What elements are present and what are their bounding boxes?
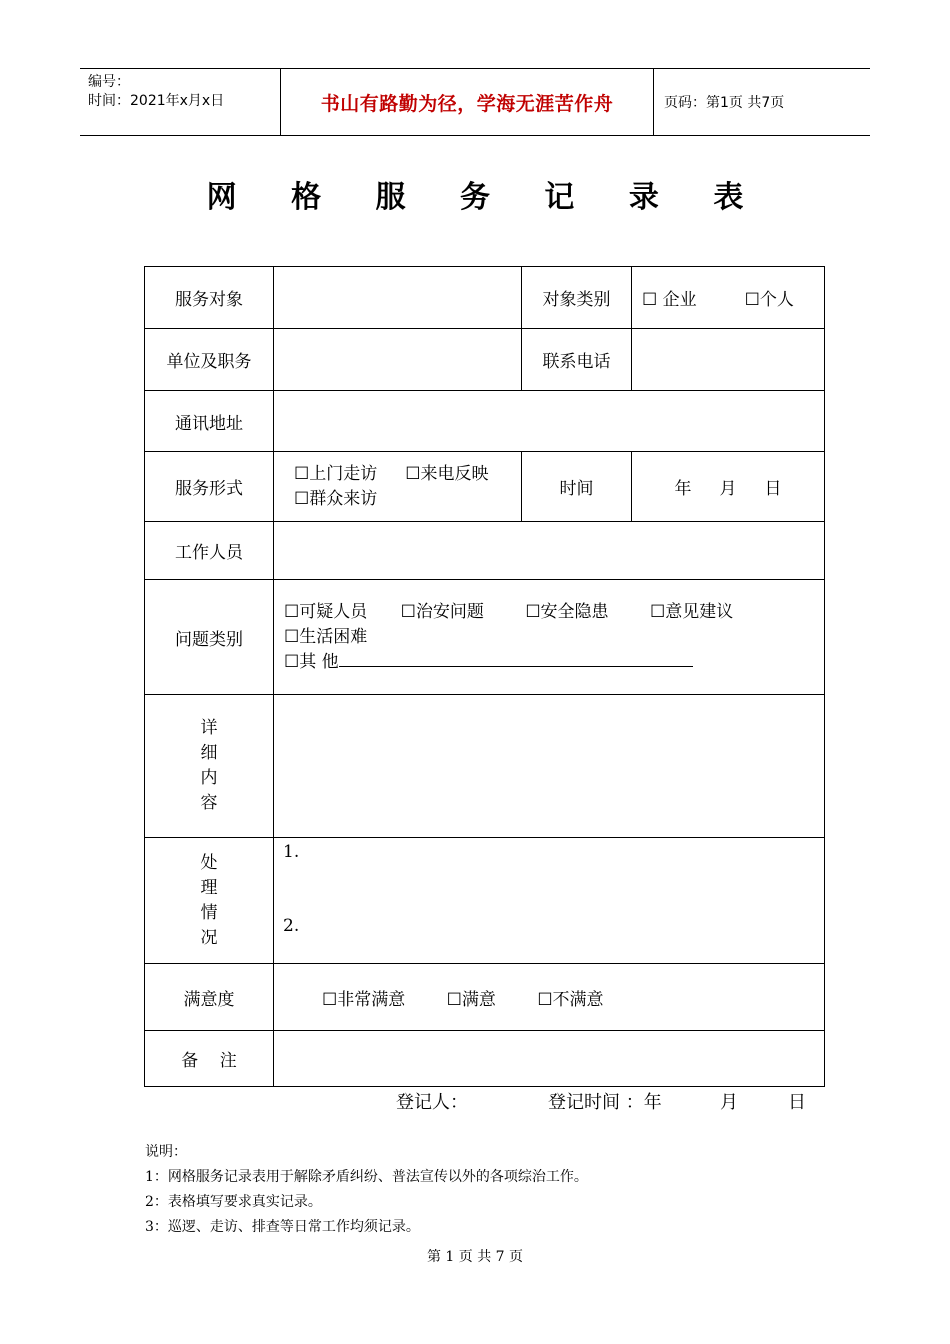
detail-char: 容	[200, 793, 218, 813]
registration-day-label: 日	[788, 1092, 806, 1113]
unit-position-field[interactable]	[274, 329, 522, 391]
checkbox-home-visit[interactable]: ☐上门走访	[294, 463, 378, 484]
problem-type-label: 问题类别	[145, 580, 274, 695]
checkbox-safety-hazard[interactable]: ☐安全隐患	[525, 601, 609, 622]
checkbox-other[interactable]: ☐其 他	[284, 651, 339, 672]
other-input-line[interactable]	[339, 652, 693, 667]
checkbox-very-satisfied[interactable]: ☐非常满意	[322, 989, 406, 1010]
checkbox-enterprise[interactable]: ☐ 企业	[642, 290, 697, 310]
handling-char: 况	[200, 927, 218, 948]
service-record-table	[144, 266, 825, 1087]
month-label: 月	[719, 479, 737, 499]
remarks-field[interactable]	[274, 1031, 825, 1087]
note-item: 2：表格填写要求真实记录。	[145, 1194, 322, 1210]
satisfaction-label: 满意度	[145, 964, 274, 1031]
checkbox-phone-report[interactable]: ☐来电反映	[405, 463, 489, 484]
target-type-label: 对象类别	[522, 267, 632, 329]
handling-field[interactable]	[274, 838, 825, 964]
notes-heading: 说明：	[145, 1144, 187, 1160]
header-meta	[88, 73, 224, 111]
handling-char: 理	[200, 877, 218, 898]
service-target-field[interactable]	[274, 267, 522, 329]
staff-label: 工作人员	[145, 522, 274, 580]
checkbox-satisfied[interactable]: ☐满意	[446, 989, 496, 1010]
handling-char: 情	[200, 902, 218, 923]
handling-label	[145, 851, 273, 951]
phone-field[interactable]	[632, 329, 825, 391]
handling-item-1: 1.	[283, 842, 300, 862]
page-header	[80, 68, 870, 136]
detail-char: 细	[200, 743, 218, 763]
handling-char: 处	[200, 852, 218, 873]
motto: 书山有路勤为径，学海无涯苦作舟	[280, 69, 654, 135]
number-label: 编号：	[88, 74, 130, 90]
address-label: 通讯地址	[145, 391, 274, 452]
note-item: 3：巡逻、走访、排查等日常工作均须记录。	[145, 1219, 420, 1235]
checkbox-public-visit[interactable]: ☐群众来访	[294, 488, 378, 509]
checkbox-suspicious-person[interactable]: ☐可疑人员	[284, 601, 368, 622]
checkbox-living-difficulty[interactable]: ☐生活困难	[284, 626, 368, 647]
checkbox-suggestion[interactable]: ☐意见建议	[649, 601, 734, 622]
address-field[interactable]	[274, 391, 825, 452]
checkbox-public-security[interactable]: ☐治安问题	[400, 601, 484, 622]
page-info: 页码：第1页 共7页	[664, 95, 785, 111]
form-title: 网 格 服 务 记 录 表	[206, 180, 766, 215]
registrar-label: 登记人：	[396, 1092, 468, 1113]
service-target-label: 服务对象	[145, 267, 274, 329]
detail-char: 内	[200, 768, 218, 788]
detail-label	[145, 716, 273, 816]
unit-position-label: 单位及职务	[145, 329, 274, 391]
day-label: 日	[764, 479, 782, 499]
registration-month-label: 月	[720, 1092, 738, 1113]
note-item: 1：网格服务记录表用于解除矛盾纠纷、普法宣传以外的各项综治工作。	[145, 1169, 588, 1185]
detail-field[interactable]	[274, 695, 825, 838]
phone-label: 联系电话	[522, 329, 632, 391]
checkbox-individual[interactable]: ☐个人	[744, 290, 794, 310]
year-label: 年	[674, 479, 692, 499]
remarks-label: 备 注	[145, 1031, 274, 1087]
time-label: 时间：2021年x月x日	[88, 93, 225, 109]
service-form-label: 服务形式	[145, 452, 274, 522]
staff-field[interactable]	[274, 522, 825, 580]
checkbox-not-satisfied[interactable]: ☐不满意	[537, 989, 604, 1010]
page-footer: 第 1 页 共 7 页	[426, 1249, 524, 1265]
handling-item-2: 2.	[283, 916, 300, 936]
detail-char: 详	[200, 718, 218, 738]
time-label: 时间	[522, 452, 632, 522]
registration-time-label: 登记时间 ：年	[548, 1092, 662, 1113]
notes	[145, 1140, 588, 1240]
